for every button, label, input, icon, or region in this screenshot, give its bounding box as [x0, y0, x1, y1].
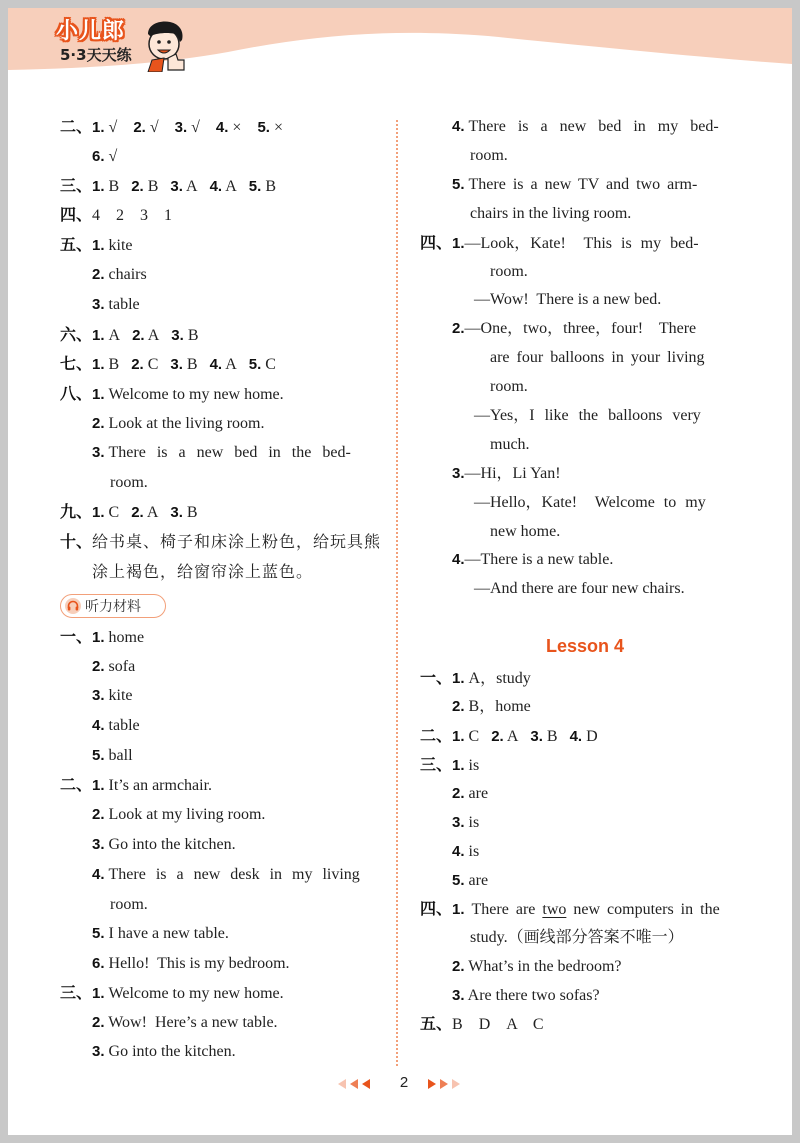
item-number: 3. [174, 119, 188, 136]
answer-row [452, 842, 479, 862]
left-arrow-icon [350, 1079, 358, 1089]
answer-row [452, 117, 719, 137]
item-number: 2. [452, 698, 465, 715]
answer-row [452, 550, 613, 570]
answer-value: A [186, 178, 198, 195]
answer-value: A [146, 504, 159, 521]
lesson-title: Lesson 4 [545, 636, 625, 656]
answer-row [60, 325, 198, 346]
item-number: 2. [131, 356, 144, 373]
answer-row [420, 233, 699, 254]
answer-row [92, 657, 135, 677]
dialogue-line: —Yes，I like the balloons very [474, 407, 701, 424]
answer-value: It’s an armchair. [108, 777, 213, 794]
answer-value: C [108, 504, 120, 521]
section-label: 三、 [60, 983, 93, 1002]
item-number: 1. [92, 777, 105, 794]
item-number: 1. [92, 629, 105, 646]
dialogue-line: —There is a new table. [464, 551, 614, 568]
answer-continuation: study.（画线部分答案不唯一） [470, 929, 684, 946]
answer-row [452, 319, 696, 339]
answer-row [92, 295, 140, 315]
item-number: 5. [452, 872, 465, 889]
dialogue-continuation: room. [490, 263, 528, 280]
answer-value: D [586, 728, 598, 745]
answer-value: table [108, 296, 140, 313]
item-number: 1. [452, 670, 465, 687]
answer-row [452, 784, 488, 804]
answer-value: √ [191, 119, 200, 136]
item-number: 2. [92, 658, 105, 675]
item-number: 5. [452, 176, 465, 193]
answer-row [92, 954, 290, 974]
logo-subtitle: 5·3天天练 [60, 46, 132, 64]
answer-value: B [108, 178, 120, 195]
item-number: 2. [131, 504, 144, 521]
answer-continuation: chairs in the living room. [470, 205, 632, 222]
answer-value: table [108, 717, 140, 734]
answer-continuation: room. [110, 474, 148, 491]
answer-value: chairs [108, 266, 147, 283]
dialogue-line: —And there are four new chairs. [474, 580, 685, 597]
answer-value: Welcome to my new home. [108, 386, 284, 403]
answer-text: new computers in the [566, 901, 720, 918]
item-number: 3. [452, 987, 465, 1004]
column-divider [396, 120, 398, 1066]
answer-row [92, 924, 229, 944]
answer-row [452, 871, 488, 891]
answer-row [420, 899, 720, 920]
section-label: 四、 [420, 899, 453, 918]
dialogue-line: —Hi，Li Yan! [464, 465, 561, 482]
answer-value: Look at my living room. [108, 806, 266, 823]
item-number: 4. [215, 119, 229, 136]
page-number: 2 [399, 1074, 409, 1091]
item-number: 1. [452, 757, 465, 774]
answer-row [420, 755, 479, 776]
listening-material-badge [60, 594, 166, 618]
answer-row [60, 384, 284, 405]
item-number: 3. [92, 444, 105, 461]
answer-row [452, 464, 561, 484]
answer-row [92, 835, 236, 855]
item-number: 4. [452, 118, 465, 135]
answer-row [60, 117, 283, 138]
answer-value: A [108, 327, 121, 344]
answer-row [92, 686, 133, 706]
answer-row [60, 983, 284, 1004]
item-number: 2. [92, 1014, 105, 1031]
section-label: 二、 [420, 726, 453, 745]
answer-value: What’s in the bedroom? [468, 958, 622, 975]
section-label: 二、 [60, 117, 93, 136]
answer-continuation: room. [110, 896, 148, 913]
dialogue-line: —Wow! There is a new bed. [474, 291, 662, 308]
item-number: 1. [452, 728, 465, 745]
answer-continuation: room. [470, 147, 508, 164]
answer-row [452, 957, 622, 977]
answer-value: Are there two sofas? [467, 987, 600, 1004]
underlined-answer: two [542, 901, 567, 918]
section-label: 四、 [60, 205, 93, 224]
dialogue-continuation: are four balloons in your living [490, 349, 705, 366]
answer-row [60, 354, 276, 375]
answer-value: B [147, 178, 159, 195]
answer-row [60, 235, 133, 256]
answer-row [92, 443, 372, 463]
item-number: 2. [452, 958, 465, 975]
answer-value: is [468, 843, 480, 860]
item-number: 2. [133, 119, 146, 136]
item-number: 2. [92, 415, 105, 432]
answer-row [452, 986, 600, 1006]
section-label: 一、 [60, 627, 93, 646]
item-number: 1. [452, 235, 465, 252]
answer-value: Wow! Here’s a new table. [108, 1014, 278, 1031]
brand-logo [56, 14, 186, 74]
section-label: 三、 [420, 755, 453, 774]
answer-value: B [546, 728, 558, 745]
answer-value: There is a new bed in my bed- [468, 118, 719, 135]
answer-value: C [147, 356, 159, 373]
answer-row [452, 175, 697, 195]
item-number: 3. [530, 728, 543, 745]
answer-value: are [468, 785, 489, 802]
answer-value: B，home [468, 698, 531, 715]
section-label: 四、 [420, 233, 453, 252]
item-number: 4. [209, 178, 223, 195]
answer-row [92, 1042, 236, 1062]
answer-row [92, 414, 265, 434]
right-arrow-icon [452, 1079, 460, 1089]
answer-row [60, 775, 212, 796]
answer-row [92, 746, 133, 766]
dialogue-line: —Look，Kate! This is my bed- [464, 235, 699, 252]
item-number: 5. [248, 178, 262, 195]
item-number: 3. [452, 814, 465, 831]
item-number: 1. [92, 178, 105, 195]
item-number: 2. [452, 785, 465, 802]
answer-value: A [506, 728, 519, 745]
answer-row [60, 205, 172, 226]
answer-value: B [186, 356, 198, 373]
answer-value: 给书桌、椅子和床涂上粉色，给玩具熊 [92, 532, 382, 551]
mascot-boy-icon [140, 20, 188, 72]
answer-value: Welcome to my new home. [108, 985, 284, 1002]
section-label: 十、 [60, 532, 93, 551]
item-number: 2. [491, 728, 504, 745]
answer-value: √ [149, 119, 159, 136]
item-number: 4. [452, 843, 465, 860]
answer-row [452, 697, 531, 717]
left-arrow-icon [338, 1079, 346, 1089]
answer-value: A，study [468, 670, 531, 687]
right-arrow-icon [428, 1079, 436, 1089]
item-number: 6. [92, 148, 105, 165]
answer-value: ball [108, 747, 133, 764]
answer-value: 4 2 3 1 [92, 207, 173, 224]
item-number: 2. [132, 327, 145, 344]
section-label: 二、 [60, 775, 93, 794]
item-number: 4. [569, 728, 583, 745]
item-number: 2. [92, 266, 105, 283]
answer-value: C [468, 728, 480, 745]
dialogue-continuation: room. [490, 378, 528, 395]
item-number: 3. [92, 296, 105, 313]
answer-value: There is a new bed in the bed- [108, 444, 351, 461]
answer-value: A [225, 178, 237, 195]
item-number: 5. [248, 356, 262, 373]
section-label: 九、 [60, 502, 93, 521]
logo-title: 小儿郎 [56, 19, 126, 44]
answer-value: × [273, 119, 283, 136]
item-number: 1. [92, 119, 105, 136]
dialogue-line: —Hello，Kate! Welcome to my [474, 494, 706, 511]
answer-value: are [468, 872, 489, 889]
section-label: 八、 [60, 384, 93, 403]
answer-value: is [468, 814, 480, 831]
answer-value: × [232, 119, 242, 136]
answer-continuation: 涂上褐色，给窗帘涂上蓝色。 [92, 562, 314, 581]
item-number: 3. [452, 465, 465, 482]
answer-value: C [265, 356, 276, 373]
item-number: 1. [92, 504, 105, 521]
answer-row [60, 627, 144, 648]
item-number: 4. [92, 866, 105, 883]
answer-value: sofa [108, 658, 136, 675]
item-number: 1. [92, 386, 105, 403]
section-label: 一、 [420, 668, 453, 687]
item-number: 3. [170, 356, 183, 373]
left-arrow-icon [362, 1079, 370, 1089]
answer-row [60, 176, 276, 197]
answer-row [92, 147, 117, 167]
section-label: 六、 [60, 325, 93, 344]
answer-value: A [147, 327, 160, 344]
answer-row [92, 265, 147, 285]
item-number: 3. [170, 178, 183, 195]
dialogue-line: —One，two，three，four! There [464, 320, 697, 337]
item-number: 1. [92, 237, 105, 254]
answer-row [60, 532, 381, 553]
item-number: 1. [92, 327, 105, 344]
item-number: 3. [92, 836, 105, 853]
answer-value: B [108, 356, 120, 373]
item-number: 4. [92, 717, 105, 734]
item-number: 2. [92, 806, 105, 823]
answer-value: Hello! This is my bedroom. [108, 955, 290, 972]
answer-row [92, 805, 265, 825]
answer-row [92, 716, 140, 736]
section-label: 五、 [420, 1014, 453, 1033]
item-number: 5. [92, 925, 105, 942]
answer-value: √ [108, 119, 118, 136]
answer-value: A [225, 356, 237, 373]
answer-row [420, 1014, 544, 1035]
item-number: 4. [452, 551, 465, 568]
badge-label: 听力材料 [85, 599, 141, 615]
right-arrow-icon [440, 1079, 448, 1089]
answer-row [92, 1013, 278, 1033]
answer-value: I have a new table. [108, 925, 229, 942]
answer-row [60, 502, 198, 523]
item-number: 1. [92, 356, 105, 373]
answer-value: There is a new TV and two arm- [468, 176, 698, 193]
answer-value: Go into the kitchen. [108, 1043, 236, 1060]
section-label: 七、 [60, 354, 93, 373]
item-number: 3. [170, 504, 183, 521]
item-number: 2. [452, 320, 465, 337]
answer-value: Look at the living room. [108, 415, 265, 432]
section-label: 三、 [60, 176, 93, 195]
answer-value: Go into the kitchen. [108, 836, 236, 853]
answer-value: home [108, 629, 145, 646]
section-label: 五、 [60, 235, 93, 254]
answer-row [92, 865, 360, 885]
item-number: 5. [92, 747, 105, 764]
item-number: 3. [171, 327, 184, 344]
dialogue-continuation: new home. [490, 523, 561, 540]
item-number: 1. [452, 901, 465, 918]
answer-value: kite [108, 687, 133, 704]
item-number: 1. [92, 985, 105, 1002]
answer-value: B [186, 504, 198, 521]
page-navigation [338, 1074, 478, 1094]
headphones-icon [65, 598, 81, 614]
answer-row [452, 813, 479, 833]
item-number: 4. [209, 356, 223, 373]
answer-row [420, 726, 598, 747]
answer-text: There are [471, 901, 543, 918]
item-number: 2. [131, 178, 144, 195]
answer-value: B [265, 178, 276, 195]
answer-row [420, 668, 531, 689]
item-number: 6. [92, 955, 105, 972]
answer-page [8, 8, 792, 1135]
answer-value: B D A C [452, 1016, 544, 1033]
answer-value: B [187, 327, 199, 344]
answer-value: √ [108, 148, 118, 165]
answer-value: kite [108, 237, 133, 254]
answer-value: There is a new desk in my living [108, 866, 360, 883]
item-number: 3. [92, 687, 105, 704]
answer-value: is [468, 757, 480, 774]
item-number: 5. [257, 119, 270, 136]
item-number: 3. [92, 1043, 105, 1060]
dialogue-continuation: much. [490, 436, 530, 453]
